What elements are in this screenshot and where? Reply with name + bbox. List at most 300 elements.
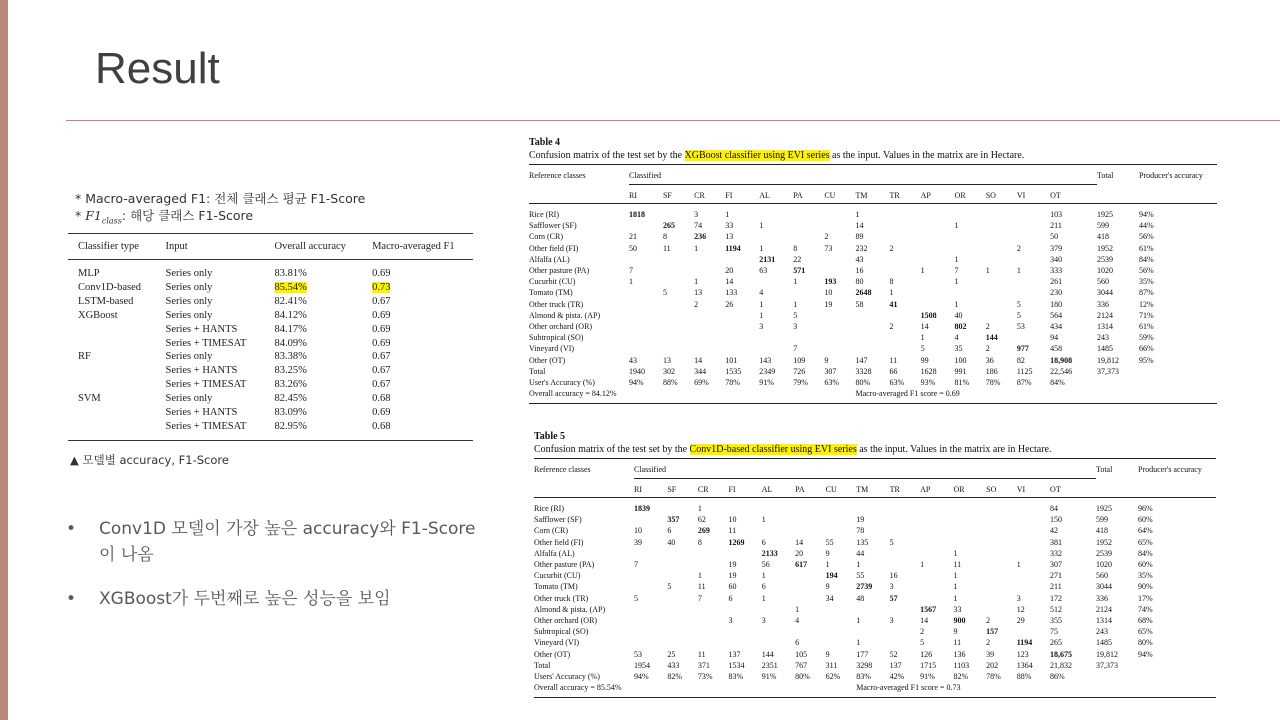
- matrix-cell: [889, 265, 920, 276]
- cell-input-text: Series + HANTS: [165, 365, 238, 377]
- matrix-cell: 4: [954, 333, 959, 343]
- matrix-cell: 73%: [697, 672, 713, 682]
- matrix-cell: 6: [728, 593, 733, 603]
- matrix-cell: [921, 243, 955, 254]
- matrix-cell: 1: [889, 288, 894, 298]
- matrix-cell: [1017, 581, 1050, 592]
- cell-classifier-type: [68, 309, 155, 323]
- matrix-cell: 39: [634, 537, 642, 547]
- matrix-cell: [856, 604, 889, 615]
- cell-macro-f1-text: 0.73: [372, 281, 391, 293]
- matrix-cell: 1: [920, 333, 925, 343]
- cell-macro-f1: [362, 420, 473, 440]
- row-producers-accuracy: 68%: [1138, 616, 1153, 626]
- cell-input: [155, 392, 264, 406]
- matrix-cell: 6: [761, 582, 766, 592]
- matrix-cell: [629, 321, 663, 332]
- matrix-cell: 94%: [629, 378, 644, 388]
- matrix-cell: [920, 525, 953, 536]
- cell-classifier-type: [68, 295, 155, 309]
- overall-accuracy: Overall accuracy = 85.54%: [534, 682, 856, 698]
- matrix-cell: 1: [629, 277, 633, 287]
- matrix-cell: 357: [667, 515, 680, 525]
- matrix-cell: 137: [728, 649, 741, 659]
- matrix-cell: [663, 276, 694, 287]
- matrix-cell: [889, 332, 920, 343]
- matrix-cell: [762, 498, 795, 515]
- header-reference-classes: Reference classes: [534, 459, 634, 479]
- matrix-cell: 5: [1016, 310, 1021, 320]
- row-producers-accuracy: 60%: [1138, 515, 1153, 525]
- cell-macro-f1: [362, 260, 473, 281]
- row-total: 243: [1097, 333, 1109, 343]
- matrix-cell: 2: [986, 616, 991, 626]
- row-producers-accuracy: 87%: [1139, 288, 1154, 298]
- matrix-cell: [634, 581, 667, 592]
- class-code-pa: PA: [795, 479, 826, 498]
- note-f1-symbol: F1: [85, 208, 102, 223]
- bullet-dot: •: [66, 589, 77, 609]
- matrix-cell: 9: [824, 355, 829, 365]
- cell-macro-f1: [362, 378, 473, 392]
- matrix-cell: 9: [825, 649, 830, 659]
- matrix-cell: 62%: [825, 672, 841, 682]
- matrix-cell: 900: [953, 616, 966, 626]
- matrix-cell: 1: [759, 243, 764, 253]
- matrix-cell: [1017, 570, 1050, 581]
- row-label: Other (OT): [529, 355, 566, 365]
- matrix-cell: [1017, 626, 1050, 637]
- matrix-cell: [826, 637, 857, 648]
- matrix-cell: 20: [795, 548, 804, 558]
- matrix-cell: [955, 231, 986, 242]
- matrix-cell: 3: [694, 210, 699, 219]
- matrix-cell: 3: [1016, 593, 1021, 603]
- macro-f1-score: Macro-averaged F1 score = 0.69: [855, 388, 1217, 404]
- matrix-cell: 14: [795, 537, 804, 547]
- matrix-cell: 269: [697, 526, 710, 536]
- matrix-row: [534, 548, 1216, 559]
- class-code-cu: CU: [824, 185, 855, 204]
- matrix-cell: 1: [697, 571, 702, 581]
- matrix-cell: [1017, 276, 1050, 287]
- matrix-cell: [1017, 332, 1050, 343]
- matrix-cell: 5: [920, 638, 925, 648]
- header-row: [534, 459, 1216, 479]
- matrix-cell: 1940: [629, 366, 645, 376]
- matrix-cell: 88%: [662, 378, 678, 388]
- matrix-cell: [824, 254, 855, 265]
- matrix-cell: 19: [824, 299, 833, 309]
- matrix-cell: [728, 637, 761, 648]
- matrix-cell: 20: [725, 266, 734, 276]
- bullet-item: [66, 586, 486, 612]
- matrix-cell: [667, 548, 698, 559]
- matrix-cell: 100: [954, 355, 967, 365]
- matrix-cell: [986, 559, 1017, 570]
- cell-input-text: Series + TIMESAT: [165, 420, 247, 432]
- matrix-cell: 332: [1050, 548, 1063, 558]
- caption-text: as the input. Values in the matrix are in Hectare.: [829, 150, 1025, 161]
- matrix-cell: [855, 332, 889, 343]
- matrix-cell: 42: [1050, 526, 1059, 536]
- row-total: 1925: [1096, 504, 1112, 513]
- matrix-cell: 5: [667, 582, 672, 592]
- matrix-cell: 5: [662, 288, 667, 298]
- matrix-cell: [762, 525, 795, 536]
- class-code-pa: PA: [793, 185, 824, 204]
- cell-overall-accuracy: [265, 392, 363, 406]
- matrix-cell: [694, 265, 725, 276]
- matrix-cell: [890, 637, 921, 648]
- cell-input-text: Series + HANTS: [165, 407, 238, 419]
- matrix-cell: 78%: [985, 378, 1001, 388]
- matrix-cell: [629, 310, 663, 321]
- matrix-cell: 19: [728, 560, 737, 570]
- matrix-cell: 36: [985, 355, 994, 365]
- row-producers-accuracy: 65%: [1138, 627, 1153, 637]
- cell-overall-accuracy: [265, 323, 363, 337]
- cell-classifier-type: [68, 364, 155, 378]
- matrix-cell: 3: [759, 322, 764, 332]
- matrix-cell: [795, 570, 826, 581]
- matrix-cell: 1: [793, 277, 798, 287]
- row-producers-accuracy: 56%: [1139, 266, 1154, 276]
- row-producers-accuracy: 17%: [1138, 593, 1153, 603]
- accuracy-table-row: [68, 309, 473, 323]
- matrix-cell: 52: [889, 649, 898, 659]
- matrix-cell: [953, 537, 986, 548]
- matrix-row: [529, 377, 1217, 388]
- matrix-cell: 193: [824, 277, 837, 287]
- matrix-cell: [824, 332, 855, 343]
- class-code-ap: AP: [921, 185, 955, 204]
- matrix-cell: 103: [1050, 210, 1063, 219]
- row-label: Other field (FI): [529, 243, 579, 253]
- caption-text: Confusion matrix of the test set by the: [534, 444, 690, 455]
- cell-input: [155, 309, 264, 323]
- matrix-cell: [986, 498, 1017, 515]
- matrix-cell: 2349: [759, 366, 776, 376]
- matrix-cell: 1: [759, 221, 764, 231]
- code-spacer: [1138, 479, 1216, 498]
- matrix-cell: [667, 593, 698, 604]
- matrix-row: [529, 310, 1217, 321]
- cell-macro-f1: [362, 350, 473, 364]
- matrix-cell: 3: [793, 322, 798, 332]
- cell-overall-accuracy-text: 82.45%: [274, 393, 307, 405]
- matrix-cell: 7: [634, 560, 638, 570]
- matrix-cell: 8: [697, 537, 702, 547]
- row-producers-accuracy: [1139, 377, 1217, 388]
- row-label: Vineyard (VI): [534, 638, 580, 648]
- matrix-cell: [1017, 220, 1050, 231]
- matrix-row: [534, 615, 1216, 626]
- matrix-cell: [889, 343, 920, 354]
- class-code-al: AL: [759, 185, 793, 204]
- matrix-cell: [663, 265, 694, 276]
- matrix-cell: 433: [667, 660, 680, 670]
- matrix-row: [529, 276, 1217, 287]
- matrix-cell: [759, 343, 793, 354]
- matrix-cell: [728, 498, 761, 515]
- cell-overall-accuracy-text: 83.26%: [274, 379, 307, 391]
- matrix-row: [534, 660, 1216, 671]
- matrix-cell: [762, 604, 795, 615]
- matrix-cell: 56: [761, 560, 770, 570]
- matrix-cell: 1: [694, 243, 699, 253]
- matrix-cell: 512: [1050, 604, 1063, 614]
- cell-input-text: Series only: [165, 393, 213, 405]
- matrix-cell: 1: [761, 593, 766, 603]
- matrix-cell: 726: [793, 366, 806, 376]
- matrix-cell: 1269: [728, 537, 745, 547]
- matrix-cell: [1017, 537, 1050, 548]
- matrix-row: [534, 626, 1216, 637]
- matrix-cell: 35: [954, 344, 963, 354]
- matrix-cell: [889, 254, 920, 265]
- matrix-cell: 302: [662, 366, 675, 376]
- row-label: Other orchard (OR): [534, 616, 598, 626]
- matrix-cell: 1: [793, 299, 798, 309]
- matrix-cell: [1017, 287, 1050, 298]
- matrix-cell: 177: [856, 649, 869, 659]
- matrix-cell: 7: [793, 344, 798, 354]
- matrix-cell: 55: [856, 571, 865, 581]
- cell-classifier-type: [68, 350, 155, 364]
- matrix-cell: 88%: [1016, 672, 1032, 682]
- summary-row: [529, 388, 1217, 404]
- matrix-cell: 2: [889, 243, 894, 253]
- matrix-cell: [920, 514, 953, 525]
- cell-classifier-type: [68, 378, 155, 392]
- cell-macro-f1-text: 0.69: [372, 268, 391, 279]
- matrix-cell: [1017, 548, 1050, 559]
- row-producers-accuracy: [1138, 671, 1216, 682]
- matrix-cell: 19: [856, 515, 865, 525]
- matrix-cell: [634, 570, 667, 581]
- matrix-cell: 14: [855, 221, 864, 231]
- matrix-cell: [824, 265, 855, 276]
- accuracy-table-row: [68, 350, 473, 364]
- matrix-cell: 1: [954, 277, 959, 287]
- matrix-cell: [921, 254, 955, 265]
- row-label: Rice (RI): [534, 504, 564, 513]
- class-code-ot: OT: [1050, 479, 1096, 498]
- cell-overall-accuracy-text: 84.17%: [274, 323, 307, 335]
- matrix-row: [529, 355, 1217, 366]
- matrix-cell: 109: [793, 355, 806, 365]
- matrix-cell: 2648: [855, 288, 872, 298]
- matrix-cell: [824, 220, 855, 231]
- row-producers-accuracy: 94%: [1138, 649, 1153, 659]
- code-row: [534, 479, 1216, 498]
- row-producers-accuracy: 44%: [1139, 221, 1154, 231]
- matrix-cell: 63: [759, 266, 768, 276]
- matrix-cell: 86%: [1050, 672, 1065, 682]
- matrix-cell: 8: [889, 277, 894, 287]
- row-total: [1096, 671, 1138, 682]
- matrix-cell: [921, 287, 955, 298]
- cell-macro-f1-text: 0.69: [372, 309, 391, 321]
- matrix-cell: 2131: [759, 254, 776, 264]
- matrix-cell: 144: [985, 333, 998, 343]
- class-code-tm: TM: [856, 479, 889, 498]
- cell-macro-f1-text: 0.67: [372, 365, 391, 377]
- row-label: Alfalfa (AL): [529, 254, 570, 264]
- matrix-cell: 157: [986, 627, 999, 637]
- matrix-row: [534, 581, 1216, 592]
- matrix-cell: [793, 204, 824, 221]
- matrix-cell: 265: [662, 221, 675, 231]
- matrix-row: [534, 649, 1216, 660]
- cell-overall-accuracy: [265, 350, 363, 364]
- matrix-cell: 311: [825, 660, 838, 670]
- cell-overall-accuracy-text: 83.81%: [274, 268, 307, 279]
- cell-classifier-type-text: MLP: [78, 268, 100, 279]
- matrix-cell: 2: [889, 322, 894, 332]
- matrix-cell: [921, 276, 955, 287]
- row-label: Cucurbit (CU): [529, 277, 576, 287]
- matrix-cell: 7: [629, 266, 633, 276]
- matrix-cell: [663, 321, 694, 332]
- class-code-cu: CU: [826, 479, 857, 498]
- matrix-cell: 21: [629, 232, 637, 242]
- matrix-cell: 340: [1050, 254, 1063, 264]
- matrix-cell: [824, 321, 855, 332]
- matrix-cell: [920, 593, 953, 604]
- matrix-cell: [725, 321, 759, 332]
- row-label: Tomato (TM): [534, 582, 578, 592]
- cell-macro-f1: [362, 295, 473, 309]
- cell-macro-f1-text: 0.67: [372, 379, 391, 391]
- matrix-cell: [953, 498, 986, 515]
- class-code-so: SO: [986, 479, 1017, 498]
- matrix-cell: 307: [824, 366, 837, 376]
- matrix-cell: [698, 626, 729, 637]
- matrix-cell: [663, 299, 694, 310]
- matrix-cell: [629, 287, 663, 298]
- cell-input-text: Series only: [165, 309, 213, 321]
- row-total: 599: [1097, 221, 1109, 231]
- matrix-cell: 7: [697, 593, 702, 603]
- row-total: 1485: [1097, 344, 1113, 354]
- matrix-row: [529, 254, 1217, 265]
- row-label: Total: [529, 366, 546, 376]
- matrix-cell: 16: [889, 571, 898, 581]
- cell-macro-f1: [362, 364, 473, 378]
- matrix-cell: [920, 498, 953, 515]
- row-total: 2539: [1097, 254, 1113, 264]
- title-divider: [66, 120, 1280, 121]
- cell-input: [155, 378, 264, 392]
- matrix-cell: 5: [1016, 299, 1021, 309]
- accuracy-table-row: [68, 260, 473, 281]
- row-producers-accuracy: 74%: [1138, 604, 1153, 614]
- code-spacer: [1097, 185, 1139, 204]
- matrix-cell: 1: [697, 504, 702, 513]
- matrix-cell: 1194: [725, 243, 741, 253]
- matrix-cell: 1: [953, 571, 958, 581]
- cell-overall-accuracy: [265, 295, 363, 309]
- matrix-cell: [921, 220, 955, 231]
- cell-macro-f1-text: 0.67: [372, 351, 391, 363]
- bullet-text: XGBoost가 두번째로 높은 성능을 보임: [99, 589, 391, 609]
- class-code-or: OR: [953, 479, 986, 498]
- matrix-cell: 10: [824, 288, 833, 298]
- class-code-cr: CR: [698, 479, 729, 498]
- matrix-cell: 73: [824, 243, 833, 253]
- cell-macro-f1-text: 0.67: [372, 295, 391, 307]
- matrix-cell: [663, 332, 694, 343]
- class-code-al: AL: [762, 479, 795, 498]
- matrix-cell: [890, 525, 921, 536]
- table-number: Table 5: [534, 431, 566, 442]
- matrix-cell: 202: [986, 660, 999, 670]
- matrix-cell: [826, 604, 857, 615]
- matrix-cell: [826, 498, 857, 515]
- row-total: 1314: [1096, 616, 1112, 626]
- matrix-cell: 172: [1050, 593, 1063, 603]
- cell-macro-f1-text: 0.69: [372, 337, 391, 349]
- matrix-cell: 1: [856, 616, 861, 626]
- row-producers-accuracy: 71%: [1139, 310, 1154, 320]
- matrix-cell: [890, 498, 921, 515]
- matrix-cell: 186: [985, 366, 998, 376]
- matrix-cell: 33: [725, 221, 734, 231]
- row-producers-accuracy: 35%: [1139, 277, 1154, 287]
- matrix-cell: 1: [1016, 266, 1021, 276]
- matrix-cell: [953, 525, 986, 536]
- matrix-cell: [955, 243, 986, 254]
- matrix-cell: [986, 204, 1017, 221]
- matrix-cell: [725, 310, 759, 321]
- matrix-row: [529, 343, 1217, 354]
- row-producers-accuracy: 65%: [1138, 537, 1153, 547]
- class-code-ot: OT: [1050, 185, 1097, 204]
- matrix-cell: 79%: [793, 378, 808, 388]
- matrix-cell: 9: [825, 548, 830, 558]
- matrix-cell: 1628: [920, 366, 937, 376]
- note-prefix: *: [75, 208, 86, 223]
- matrix-cell: 1: [954, 254, 959, 264]
- matrix-cell: 5: [793, 310, 798, 320]
- matrix-cell: 144: [761, 649, 774, 659]
- row-label: Almond & pista. (AP): [529, 310, 601, 320]
- matrix-cell: [890, 626, 921, 637]
- matrix-cell: 22: [793, 254, 802, 264]
- matrix-cell: 265: [1050, 638, 1063, 648]
- matrix-cell: [667, 498, 698, 515]
- matrix-cell: 14: [725, 277, 734, 287]
- matrix-cell: 1: [759, 310, 764, 320]
- matrix-cell: [921, 231, 955, 242]
- matrix-cell: [890, 559, 921, 570]
- header-macro-f1: Macro-averaged F1: [362, 234, 473, 260]
- row-total: 336: [1096, 593, 1108, 603]
- matrix-cell: [694, 343, 725, 354]
- matrix-cell: [698, 615, 729, 626]
- matrix-cell: 571: [793, 266, 806, 276]
- class-code-tm: TM: [855, 185, 889, 204]
- row-total: 2539: [1096, 548, 1112, 558]
- row-producers-accuracy: 94%: [1139, 210, 1154, 219]
- cell-macro-f1-text: 0.69: [372, 323, 391, 335]
- cell-macro-f1: [362, 281, 473, 295]
- matrix-cell: 1: [856, 560, 861, 570]
- row-producers-accuracy: 35%: [1138, 571, 1153, 581]
- matrix-cell: 58: [855, 299, 864, 309]
